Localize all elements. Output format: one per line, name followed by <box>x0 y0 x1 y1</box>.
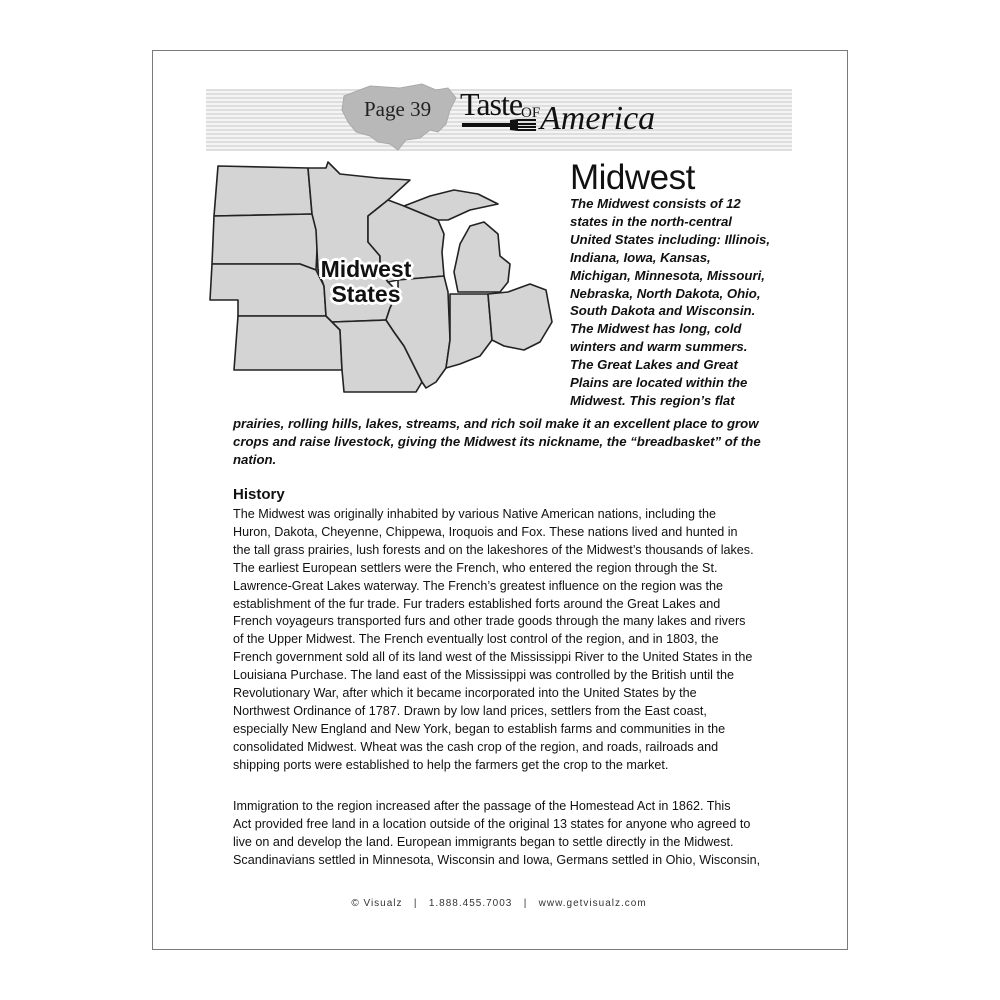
history-line: French voyageurs transported furs and other trade goods through the many lakes and rivers <box>233 614 746 629</box>
footer-separator-1: | <box>413 898 418 909</box>
history-line: Scandinavians settled in Minnesota, Wisconsin and Iowa, Germans settled in Ohio, Wisconsin, <box>233 852 761 867</box>
intro-text-column <box>570 195 790 410</box>
intro-line: The Midwest has long, cold <box>570 321 742 337</box>
intro-line: The Great Lakes and Great <box>570 357 738 373</box>
history-line: especially New England and New York, began to establish farms and communities in the <box>233 721 726 736</box>
intro-line: United States including: Illinois, <box>570 231 771 247</box>
state-south-dakota <box>212 214 318 270</box>
map-label-line1: Midwest <box>320 256 412 282</box>
history-line: live on and develop the land. European immigrants began to settle directly in the Midwest. <box>233 834 734 849</box>
footer-website[interactable]: www.getvisualz.com <box>538 898 647 909</box>
intro-line: Midwest. This region’s flat <box>570 392 735 408</box>
title-of: OF <box>521 105 541 121</box>
history-line: Revolutionary War, after which it became incorporated into the United States by the <box>233 686 697 701</box>
history-line: establishment of the fur trade. Fur traders established forts around the Great Lakes and <box>233 596 721 611</box>
state-north-dakota <box>214 166 312 216</box>
history-line: consolidated Midwest. Wheat was the cash crop of the region, and roads, railroads and <box>233 739 719 754</box>
state-indiana <box>446 294 492 368</box>
page-label: Page 39 <box>364 97 432 121</box>
history-line: French government sold all of its land west of the Mississippi River to the United States in the <box>233 650 753 665</box>
intro-line: winters and warm summers. <box>570 339 748 355</box>
intro-line: The Midwest consists of 12 <box>570 196 741 211</box>
history-line: Lawrence-Great Lakes waterway. The French’s greatest influence on the region was the <box>233 578 724 593</box>
intro-line: crops and raise livestock, giving the Midwest its nickname, the “breadbasket” of the <box>233 433 761 449</box>
state-kansas <box>234 316 342 370</box>
footer-copyright: © Visualz <box>351 898 403 909</box>
title-taste: Taste <box>460 86 523 122</box>
history-line: Louisiana Purchase. The land east of the Mississippi was controlled by the British until the <box>233 668 734 683</box>
history-heading: History <box>233 486 285 503</box>
intro-line: states in the north-central <box>570 213 732 229</box>
history-line: Northwest Ordinance of 1787. Drawn by low land prices, settlers from the East coast, <box>233 703 707 718</box>
intro-line: South Dakota and Wisconsin. <box>570 303 756 319</box>
intro-line: nation. <box>233 451 277 467</box>
state-michigan-lower <box>454 222 510 292</box>
history-line: Immigration to the region increased after the passage of the Homestead Act in 1862. This <box>233 799 731 813</box>
history-line: Huron, Dakota, Cheyenne, Chippewa, Iroquois and Fox. These nations lived and hunted in <box>233 524 738 539</box>
history-paragraph-1 <box>233 506 793 775</box>
history-line: The Midwest was originally inhabited by various Native American nations, including the <box>233 507 717 521</box>
intro-line: Indiana, Iowa, Kansas, <box>570 249 711 265</box>
history-line: Act provided free land in a location outside of the original 13 states for anyone who agreed to <box>233 816 751 831</box>
intro-line: Plains are located within the <box>570 375 748 391</box>
history-line: of the Upper Midwest. The French eventually lost control of the region, and in 1803, the <box>233 632 719 647</box>
map-label <box>306 257 426 307</box>
intro-line: Nebraska, North Dakota, Ohio, <box>570 285 761 301</box>
map-label-line2: States <box>331 281 401 307</box>
history-paragraph-2 <box>233 798 793 870</box>
state-ohio <box>488 284 552 350</box>
history-line: shipping ports were established to help the farmers get the crop to the market. <box>233 757 669 772</box>
history-line: the tall grass prairies, lush forests and on the lakeshores of the Midwest’s thousands of lakes. <box>233 542 754 557</box>
history-line: The earliest European settlers were the French, who entered the region through the St. <box>233 560 718 575</box>
footer <box>152 898 846 909</box>
intro-line: Michigan, Minnesota, Missouri, <box>570 267 765 283</box>
title-america: America <box>540 100 656 137</box>
footer-separator-2: | <box>523 898 528 909</box>
intro-line: prairies, rolling hills, lakes, streams, and rich soil make it an excellent place to grow <box>233 416 759 431</box>
page-title: Midwest <box>570 158 695 197</box>
footer-phone: 1.888.455.7003 <box>428 898 513 909</box>
intro-text-full <box>233 415 793 469</box>
